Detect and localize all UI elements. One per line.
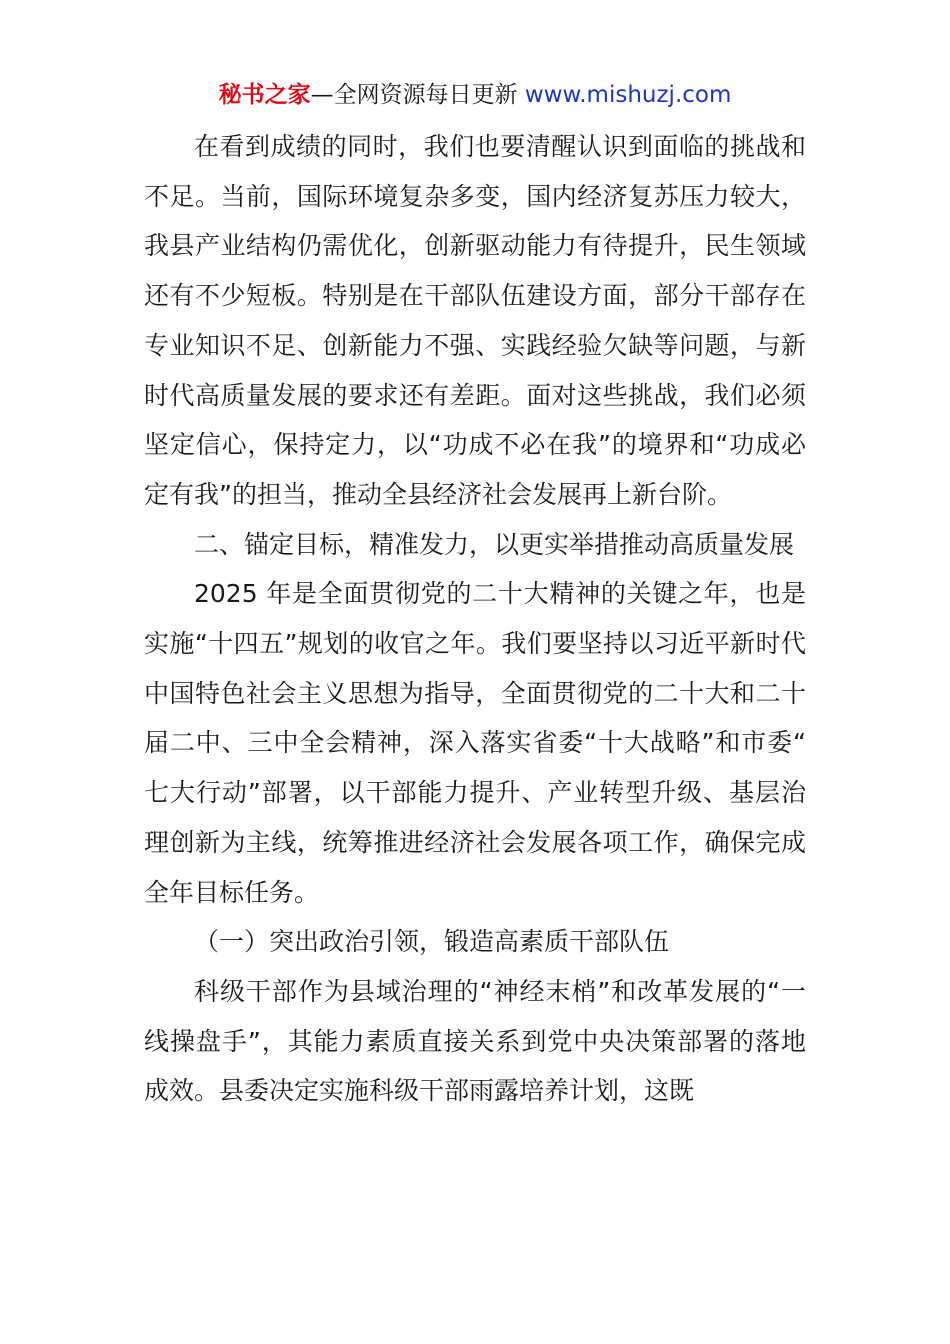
- site-header: [0, 78, 950, 112]
- document-body: [144, 122, 806, 1116]
- site-url-link[interactable]: www.mishuzj.com: [524, 82, 732, 108]
- section-heading-two: 二、锚定目标，精准发力，以更实举措推动高质量发展: [194, 529, 795, 559]
- site-brand: 秘书之家: [218, 82, 311, 108]
- site-tagline: —全网资源每日更新: [310, 82, 518, 108]
- paragraph-cadre-plan: 科级干部作为县域治理的“神经末梢”和改革发展的“一线操盘手”，其能力素质直接关系到党中央决策部署的落地成效。县委决定实施科级干部雨露培养计划，这既: [144, 976, 806, 1106]
- paragraph-challenges: 在看到成绩的同时，我们也要清醒认识到面临的挑战和不足。当前，国际环境复杂多变，国内经济复苏压力较大，我县产业结构仍需优化，创新驱动能力有待提升，民生领域还有不少短板。特别是在干部队伍建设方面，部分干部存在专业知识不足、创新能力不强、实践经验欠缺等问题，与新时代高质量发展的要求还有差距。面对这些挑战，我们必须坚定信心，保持定力，以“功成不必在我”的境界和“功成必定有我”的担当，推动全县经济社会发展再上新台阶。: [144, 132, 806, 509]
- subsection-heading-one: （一）突出政治引领，锻造高素质干部队伍: [194, 927, 670, 957]
- paragraph-2025-goals: 2025 年是全面贯彻党的二十大精神的关键之年，也是实施“十四五”规划的收官之年。我们要坚持以习近平新时代中国特色社会主义思想为指导，全面贯彻党的二十大和二十届二中、三中全会精神，深入落实省委“十大战略”和市委“七大行动”部署，以干部能力提升、产业转型升级、基层治理创新为主线，统筹推进经济社会发展各项工作，确保完成全年目标任务。: [144, 579, 806, 907]
